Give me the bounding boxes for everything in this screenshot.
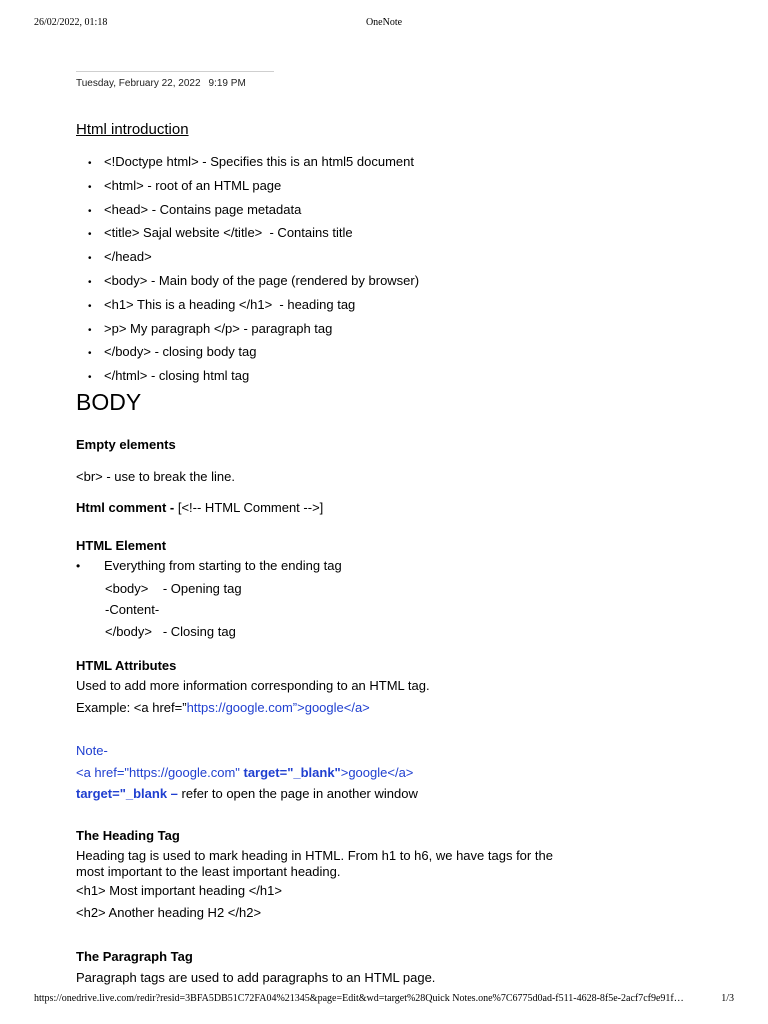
element-line: -Content- [105,602,160,617]
list-item: • </body> - closing body tag [88,341,419,365]
element-line: </body> - Closing tag [105,623,236,639]
bullet-icon: • [88,276,92,288]
list-item: • <!Doctype html> - Specifies this is an html5 document [88,151,419,175]
note-timestamp [76,78,246,89]
list-item: • >p> My paragraph </p> - paragraph tag [88,318,419,342]
bullet-icon: • [88,229,92,241]
list-item: • Everything from starting to the ending tag [76,555,342,578]
comment-label: Html comment - [76,500,178,515]
element-line: <body> - Opening tag [105,580,242,596]
bullet-icon: • [88,158,92,169]
heading-tag-section [76,827,553,923]
page-number: 1/3 [721,993,734,1004]
heading-tag-heading: The Heading Tag [76,828,180,843]
html-element-heading: HTML Element [76,538,167,553]
html-attributes-heading: HTML Attributes [76,658,177,673]
print-title: OneNote [365,17,403,28]
bullet-icon: • [88,300,92,312]
bullet-icon: • [88,205,92,217]
list-item: • </head> [88,246,419,270]
html-attributes-example: Example: <a href=”https://google.com”>google</a> [76,699,370,715]
list-item: • </html> - closing html tag [88,365,419,389]
empty-elements-text: <br> - use to break the line. [76,469,235,484]
empty-elements-heading: Empty elements [76,437,176,452]
note-label: Note- [76,743,108,758]
intro-list [88,151,419,389]
page-title: Html introduction [76,121,189,138]
comment-line [76,497,323,519]
list-item: • <head> - Contains page metadata [88,199,419,223]
note-line-2: target="_blank – refer to open the page in another window [76,786,418,801]
list-item: • <h1> This is a heading </h1> - heading tag [88,294,419,318]
comment-text: [<!-- HTML Comment -->] [177,500,324,515]
bullet-icon: • [88,181,92,193]
heading-tag-text-1: Heading tag is used to mark heading in HTML. From h1 to h6, we have tags for the [76,848,553,863]
list-item: • <body> - Main body of the page (rendered by browser) [88,270,419,294]
paragraph-tag-heading: The Paragraph Tag [76,949,193,964]
note-date: Tuesday, February 22, 2022 [76,78,201,89]
bullet-icon: • [76,559,81,573]
print-url: https://onedrive.live.com/redir?resid=3BFA5DB51C72FA04%21345&page=Edit&wd=target%28Quick Notes.one%7C6775d0ad-f511-4628-8f5e-2acf7cf9e91f… [34,993,684,1004]
list-item: • <html> - root of an HTML page [88,175,419,199]
example-link[interactable]: https://google.com”>google</a> [186,699,370,715]
empty-elements-section [76,436,235,488]
html-attributes-section [76,657,430,718]
html-element-section [76,537,342,642]
list-item: • <title> Sajal website </title> - Contains title [88,222,419,246]
heading-tag-text-2: most important to the least important heading. [76,864,341,879]
heading-tag-example-2: <h2> Another heading H2 </h2> [76,904,262,920]
bullet-icon: • [88,372,92,384]
note-time: 9:19 PM [208,78,246,89]
heading-tag-example-1: <h1> Most important heading </h1> [76,883,282,898]
bullet-icon: • [88,348,92,360]
bullet-icon: • [88,324,92,336]
bullet-icon: • [88,253,92,265]
title-divider [76,71,274,72]
print-date: 26/02/2022, 01:18 [34,17,108,28]
section-heading-body: BODY [76,389,142,415]
paragraph-tag-text: Paragraph tags are used to add paragraphs to an HTML page. [76,970,436,985]
note-line-1: <a href="https://google.com" target="_blank">google</a> [76,764,414,780]
html-attributes-text: Used to add more information corresponding to an HTML tag. [76,678,430,693]
note-block [76,740,418,805]
paragraph-tag-section [76,948,435,989]
